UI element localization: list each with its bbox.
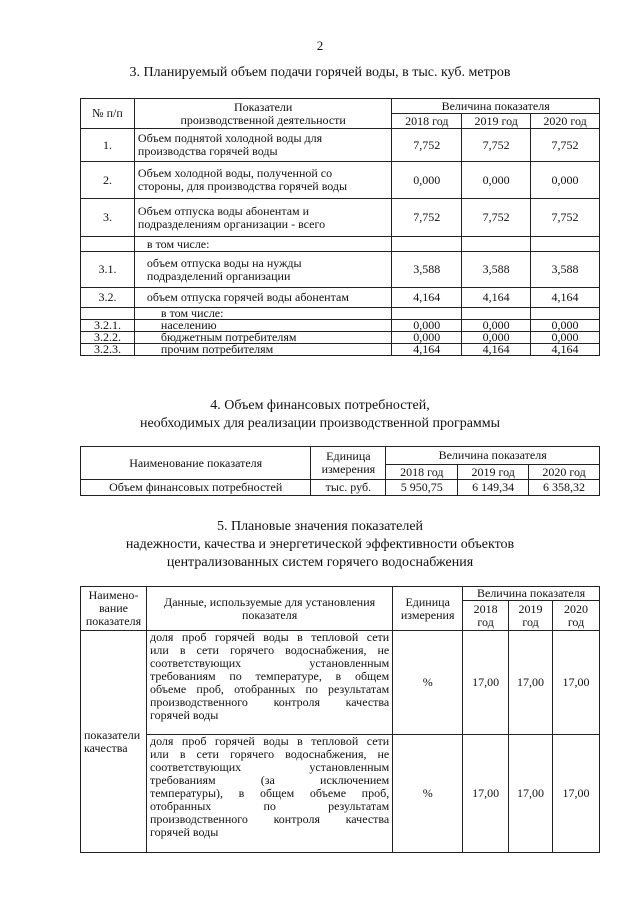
header-unit — [393, 587, 463, 631]
header-indicator-line1: Показатели — [233, 99, 293, 114]
header-name-line3: показателя — [85, 614, 142, 628]
header-year-2019-number: 2019 — [518, 601, 543, 616]
value-2019: 3,588 — [462, 252, 531, 288]
header-year-2018 — [463, 601, 509, 631]
table-row — [81, 332, 600, 344]
header-year-2018-number: 2018 — [473, 601, 498, 616]
section-5-title-line1: 5. Плановые значения показателей — [216, 519, 424, 534]
row-description-line: требованиям по температуре, в общем — [149, 669, 390, 683]
row-description-line: соответствующих установленным — [149, 760, 390, 774]
table-row — [81, 480, 600, 496]
header-data-line2: показателя — [241, 607, 298, 622]
row-label-line2: подразделений организации — [146, 268, 291, 283]
table-row-including — [81, 237, 600, 252]
value-2018: 7,752 — [392, 199, 462, 237]
value-2019: 0,000 — [462, 332, 531, 344]
quality-indicators-table — [80, 586, 600, 853]
row-description-line: доля проб горячей воды в тепловой сети — [149, 734, 390, 748]
header-year-2020: 2020 год — [529, 465, 600, 480]
header-name: Наименование показателя — [81, 447, 311, 480]
value-2018: 5 950,75 — [386, 480, 458, 496]
header-num: № п/п — [81, 99, 135, 129]
row-description-line: доля проб горячей воды в тепловой сети — [149, 630, 390, 644]
group-label — [81, 631, 147, 853]
value-2019: 0,000 — [462, 320, 531, 332]
row-label — [134, 162, 391, 199]
table-row — [81, 735, 600, 853]
header-value: Величина показателя — [392, 99, 600, 114]
header-year-2019: 2019 год — [458, 465, 529, 480]
row-label — [134, 252, 391, 288]
value-2020: 0,000 — [531, 162, 600, 199]
section-5-title-line3: централизованных систем горячего водоснабжения — [166, 555, 474, 570]
row-unit: % — [393, 735, 463, 853]
header-value: Величина показателя — [463, 587, 600, 601]
row-description — [146, 735, 392, 853]
row-description-line: требованиям (за исключением — [149, 773, 390, 787]
header-year-2020: 2020 год — [531, 114, 600, 129]
table-row — [81, 252, 600, 288]
header-name-line1: Наимено- — [88, 588, 139, 602]
table-row — [81, 129, 600, 162]
row-label-line1: Объем поднятой холодной воды для — [137, 131, 323, 145]
row-label: населению — [134, 320, 391, 332]
section-3-title: 3. Планируемый объем подачи горячей воды, в тыс. куб. метров — [129, 65, 511, 80]
value-2020: 17,00 — [553, 735, 600, 853]
group-label-line1: показатели — [84, 727, 141, 742]
value-2020: 0,000 — [531, 332, 600, 344]
row-num: 3. — [81, 199, 135, 237]
row-label: объем отпуска горячей воды абонентам — [134, 288, 391, 308]
section-5-title-line2: надежности, качества и энергетической эффективности объектов — [125, 537, 515, 552]
value-2018: 4,164 — [392, 288, 462, 308]
value-2019: 4,164 — [462, 288, 531, 308]
header-year-2020-number: 2020 — [564, 601, 588, 616]
row-label — [134, 129, 391, 162]
row-description-line: горячей воды — [149, 825, 219, 839]
row-label-line1: Объем холодной воды, полученной со — [137, 166, 333, 180]
header-indicator — [134, 99, 391, 129]
value-2020: 6 358,32 — [529, 480, 600, 496]
header-data — [146, 587, 392, 631]
header-data-line1: Данные, используемые для установления — [164, 594, 376, 609]
row-num: 3.2.1. — [81, 320, 135, 332]
value-2020: 7,752 — [531, 199, 600, 237]
row-label: Объем финансовых потребностей — [81, 480, 311, 496]
row-num: 1. — [81, 129, 135, 162]
value-2019: 7,752 — [462, 129, 531, 162]
row-label — [134, 199, 391, 237]
section-4-title-line1: 4. Объем финансовых потребностей, — [210, 398, 430, 413]
row-unit: % — [393, 631, 463, 735]
row-label: бюджетным потребителям — [134, 332, 391, 344]
value-2020: 4,164 — [531, 344, 600, 356]
row-description-line: производственного контроля качества — [149, 812, 390, 826]
value-2018: 0,000 — [392, 332, 462, 344]
group-label-line2: качества — [84, 740, 128, 755]
supply-volume-table — [80, 98, 600, 356]
header-indicator-line2: производственной деятельности — [180, 112, 346, 127]
value-2020: 4,164 — [531, 288, 600, 308]
header-value: Величина показателя — [386, 447, 600, 465]
value-2019: 17,00 — [509, 735, 553, 853]
page-number: 2 — [316, 38, 324, 53]
header-year-2018-word: год — [477, 614, 494, 629]
row-num: 2. — [81, 162, 135, 199]
row-num: 3.2.3. — [81, 344, 135, 356]
header-year-2018: 2018 год — [386, 465, 458, 480]
row-unit: тыс. руб. — [311, 480, 386, 496]
value-2018: 0,000 — [392, 320, 462, 332]
table-row — [81, 162, 600, 199]
value-2019: 6 149,34 — [458, 480, 529, 496]
value-2018: 17,00 — [463, 631, 509, 735]
header-unit-line2: измерения — [400, 607, 455, 622]
row-label-line1: объем отпуска воды на нужды — [146, 255, 302, 270]
including-label: в том числе: — [134, 308, 391, 320]
row-description-line: объеме проб, отобранных по результатам — [149, 682, 390, 696]
value-2019: 7,752 — [462, 199, 531, 237]
section-4-title-line2: необходимых для реализации производственной программы — [139, 416, 501, 431]
value-2019: 4,164 — [462, 344, 531, 356]
row-label-line2: стороны, для производства горячей воды — [137, 179, 348, 193]
value-2020: 7,752 — [531, 129, 600, 162]
table-row — [81, 320, 600, 332]
row-label: прочим потребителям — [134, 344, 391, 356]
header-unit-line2: измерения — [321, 462, 376, 476]
header-year-2020 — [553, 601, 600, 631]
row-label-line1: Объем отпуска воды абонентам и — [137, 203, 310, 218]
value-2019: 0,000 — [462, 162, 531, 199]
row-description-line: отобранных по результатам — [149, 799, 390, 813]
header-year-2018: 2018 год — [392, 114, 462, 129]
value-2020: 3,588 — [531, 252, 600, 288]
header-name — [81, 587, 147, 631]
header-unit — [311, 447, 386, 480]
table-row — [81, 288, 600, 308]
including-label: в том числе: — [134, 237, 391, 252]
header-year-2020-word: год — [567, 614, 585, 629]
header-year-2019 — [509, 601, 553, 631]
value-2020: 0,000 — [531, 320, 600, 332]
row-num: 3.2.2. — [81, 332, 135, 344]
value-2018: 3,588 — [392, 252, 462, 288]
header-year-2019-word: год — [522, 614, 539, 629]
row-num: 3.2. — [81, 288, 135, 308]
row-description-line: или в сети горячего водоснабжения, не — [149, 643, 390, 657]
header-year-2019: 2019 год — [462, 114, 531, 129]
row-description — [146, 631, 392, 735]
table-row — [81, 631, 600, 735]
table-row-including — [81, 308, 600, 320]
value-2018: 0,000 — [392, 162, 462, 199]
value-2020: 17,00 — [553, 631, 600, 735]
header-unit-line1: Единица — [326, 449, 371, 463]
value-2018: 17,00 — [463, 735, 509, 853]
header-name-line2: вание — [98, 601, 128, 615]
row-description-line: производственного контроля качества — [149, 695, 390, 709]
financial-needs-table — [80, 446, 600, 496]
row-description-line: температуры), в общем объеме проб, — [149, 786, 390, 800]
row-description-line: или в сети горячего водоснабжения, не — [149, 747, 390, 761]
value-2019: 17,00 — [509, 631, 553, 735]
value-2018: 7,752 — [392, 129, 462, 162]
value-2018: 4,164 — [392, 344, 462, 356]
row-description-line: соответствующих установленным — [149, 656, 390, 670]
header-unit-line1: Единица — [405, 594, 450, 609]
row-label-line2: подразделениям организации - всего — [137, 216, 326, 231]
row-num: 3.1. — [81, 252, 135, 288]
row-description-line: горячей воды — [149, 708, 219, 722]
table-row — [81, 199, 600, 237]
table-row — [81, 344, 600, 356]
row-label-line2: производства горячей воды — [137, 144, 278, 158]
